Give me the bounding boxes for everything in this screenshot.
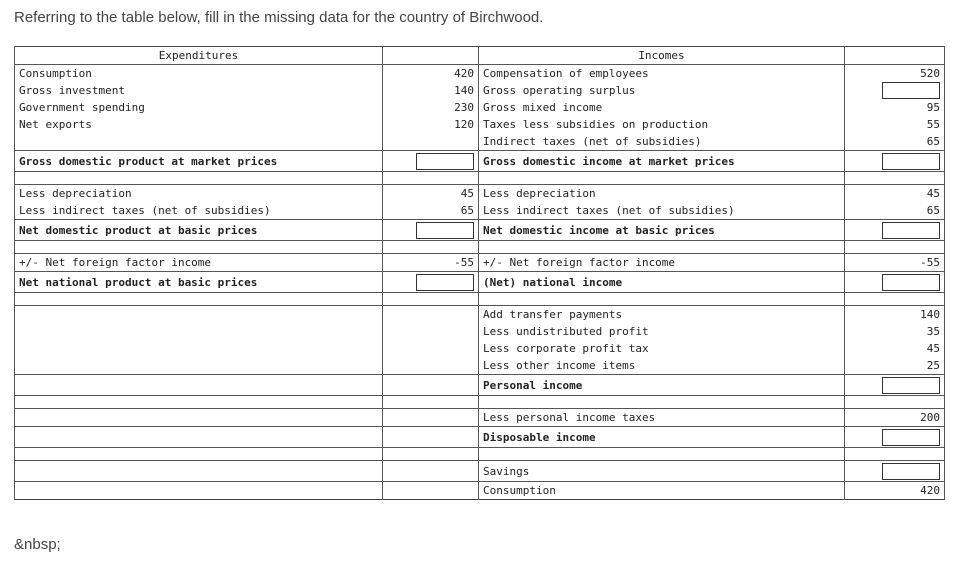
right-value: 65 (845, 133, 945, 151)
left-label: Net domestic product at basic prices (15, 220, 383, 241)
right-value: 45 (845, 340, 945, 357)
table-row (15, 482, 945, 500)
table-row (15, 116, 945, 133)
left-label: Gross domestic product at market prices (15, 151, 383, 172)
right-label: Less personal income taxes (479, 409, 845, 427)
table-row (15, 220, 945, 241)
question-text: Referring to the table below, fill in the missing data for the country of Birchwood. (14, 9, 544, 26)
spacer-row (15, 241, 945, 254)
left-value: 65 (383, 202, 479, 220)
gross-operating-surplus-input[interactable] (882, 82, 940, 99)
ndi-basic-prices-input[interactable] (882, 222, 940, 239)
gdp-market-prices-input[interactable] (416, 153, 474, 170)
table-row (15, 133, 945, 151)
table-row (15, 202, 945, 220)
table-row (15, 461, 945, 482)
table-header-row (15, 47, 945, 65)
right-label: Less other income items (479, 357, 845, 375)
left-label: +/- Net foreign factor income (15, 254, 383, 272)
incomes-header: Incomes (479, 47, 845, 65)
right-label: Net domestic income at basic prices (479, 220, 845, 241)
right-value: 200 (845, 409, 945, 427)
table-row (15, 82, 945, 99)
right-value: 420 (845, 482, 945, 500)
right-value: 25 (845, 357, 945, 375)
right-label: Indirect taxes (net of subsidies) (479, 133, 845, 151)
left-label: Net exports (15, 116, 383, 133)
savings-input[interactable] (882, 463, 940, 480)
right-value: -55 (845, 254, 945, 272)
table-row (15, 306, 945, 324)
ndp-basic-prices-input[interactable] (416, 222, 474, 239)
right-label: Savings (479, 461, 845, 482)
table-row (15, 427, 945, 448)
right-value: 35 (845, 323, 945, 340)
right-label: Less indirect taxes (net of subsidies) (479, 202, 845, 220)
right-label: Less undistributed profit (479, 323, 845, 340)
left-label: Less depreciation (15, 185, 383, 203)
table-row (15, 272, 945, 293)
table-row (15, 375, 945, 396)
expenditures-header: Expenditures (15, 47, 383, 65)
spacer-row (15, 396, 945, 409)
right-label: Consumption (479, 482, 845, 500)
table-row (15, 65, 945, 83)
right-label: Gross mixed income (479, 99, 845, 116)
right-label: Personal income (479, 375, 845, 396)
right-value: 95 (845, 99, 945, 116)
nnp-basic-prices-input[interactable] (416, 274, 474, 291)
spacer-row (15, 172, 945, 185)
right-label: Gross operating surplus (479, 82, 845, 99)
table-row (15, 99, 945, 116)
right-label: (Net) national income (479, 272, 845, 293)
right-label: Compensation of employees (479, 65, 845, 83)
left-label: Gross investment (15, 82, 383, 99)
table-row (15, 254, 945, 272)
right-label: Add transfer payments (479, 306, 845, 324)
left-value: 45 (383, 185, 479, 203)
personal-income-input[interactable] (882, 377, 940, 394)
right-label: Less depreciation (479, 185, 845, 203)
right-value: 45 (845, 185, 945, 203)
footer-text: &nbsp; (14, 536, 61, 553)
national-income-input[interactable] (882, 274, 940, 291)
national-accounts-table (14, 46, 945, 500)
left-value: 120 (383, 116, 479, 133)
table-row (15, 409, 945, 427)
table-row (15, 185, 945, 203)
table-row (15, 151, 945, 172)
left-value: 230 (383, 99, 479, 116)
right-label: Taxes less subsidies on production (479, 116, 845, 133)
right-value: 140 (845, 306, 945, 324)
right-label: +/- Net foreign factor income (479, 254, 845, 272)
table-row (15, 357, 945, 375)
left-label: Net national product at basic prices (15, 272, 383, 293)
left-value: -55 (383, 254, 479, 272)
spacer-row (15, 293, 945, 306)
right-label: Less corporate profit tax (479, 340, 845, 357)
right-label: Gross domestic income at market prices (479, 151, 845, 172)
left-label: Less indirect taxes (net of subsidies) (15, 202, 383, 220)
right-label: Disposable income (479, 427, 845, 448)
left-label: Government spending (15, 99, 383, 116)
right-value: 55 (845, 116, 945, 133)
spacer-row (15, 448, 945, 461)
left-label: Consumption (15, 65, 383, 83)
table-row (15, 323, 945, 340)
table-row (15, 340, 945, 357)
right-value: 65 (845, 202, 945, 220)
disposable-income-input[interactable] (882, 429, 940, 446)
right-value: 520 (845, 65, 945, 83)
left-value: 140 (383, 82, 479, 99)
gdi-market-prices-input[interactable] (882, 153, 940, 170)
left-value: 420 (383, 65, 479, 83)
